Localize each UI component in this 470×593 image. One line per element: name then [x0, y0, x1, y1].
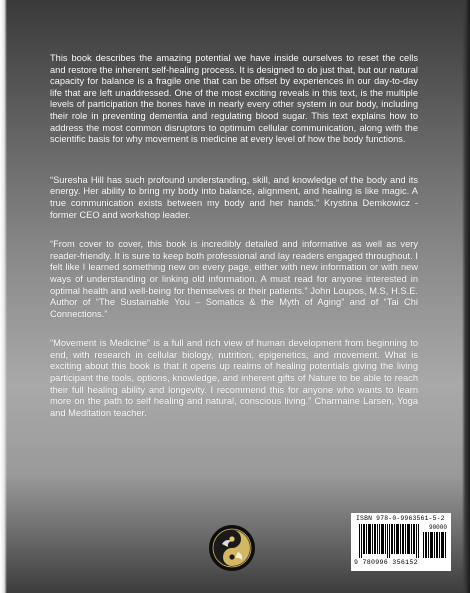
isbn-label: ISBN 978-0-9963561-5-2 [356, 515, 445, 522]
testimonial-larsen: “Movement is Medicine” is a full and rich view of human development from beginning to end, with research in cellular biology, nutrition, epigenetics, and movement. What is exciting about this book is that it opens up realms of healing potentials giving the living participant the tools, options, knowledge, and inherent gifts of Nature to be able to reach their full healing ability and longevity. I recommend this for anyone who wants to learn more on the path to self healing and natural, conscious living.” Charmaine Larsen, Yoga and Meditation teacher. [50, 338, 418, 418]
cover-left-edge [0, 0, 7, 593]
testimonial-demkowicz: “Suresha Hill has such profound understanding, skill, and knowledge of the body and its energy. Her ability to bring my body into balance, alignment, and healing is like magic. A true communication exists between my body and her hands.” Krystina Demkowicz - former CEO and workshop leader. [50, 174, 418, 220]
barcode-bars-addon [423, 532, 447, 558]
testimonial-loupos: “From cover to cover, this book is incredibly detailed and informative as well as very reader-friendly. It is sure to keep both professional and lay readers engaged throughout. I felt like I learned something new on every page, either with new information or with new ways of understanding or linking old information. A must read for anyone interested in optimal health and well-being for themselves or their patients.” John Loupos, M.S, H.S.E. Author of “The Sustainable You – Somatics & the Myth of Aging” and of “Tai Chi Connections.” [50, 239, 418, 319]
cover-right-edge [462, 0, 470, 593]
back-cover-text [50, 53, 418, 419]
ean-digits: 9 780996 356152 [354, 559, 418, 566]
barcode-bars-main [359, 524, 419, 558]
isbn-barcode [351, 513, 451, 571]
book-description: This book describes the amazing potential we have inside ourselves to reset the cells and restore the inherent self-healing process. It is designed to do just that, but our natural capacity for balance is a fragile one that can be offset by experiences in our day-to-day life that are left unaddressed. One of the most exciting reveals in this text, is the multiple levels of participation the bones have in nearly every other system in our body, including their role in preventing dementia and regulating blood sugar. This text explains how to address the most common disruptors to optimum cellular communication, along with the scientific basis for why movement is medicine at every level of how the body functions. [50, 53, 418, 145]
yin-yang-publisher-logo-icon [208, 524, 256, 572]
price-code: 90000 [428, 524, 447, 531]
